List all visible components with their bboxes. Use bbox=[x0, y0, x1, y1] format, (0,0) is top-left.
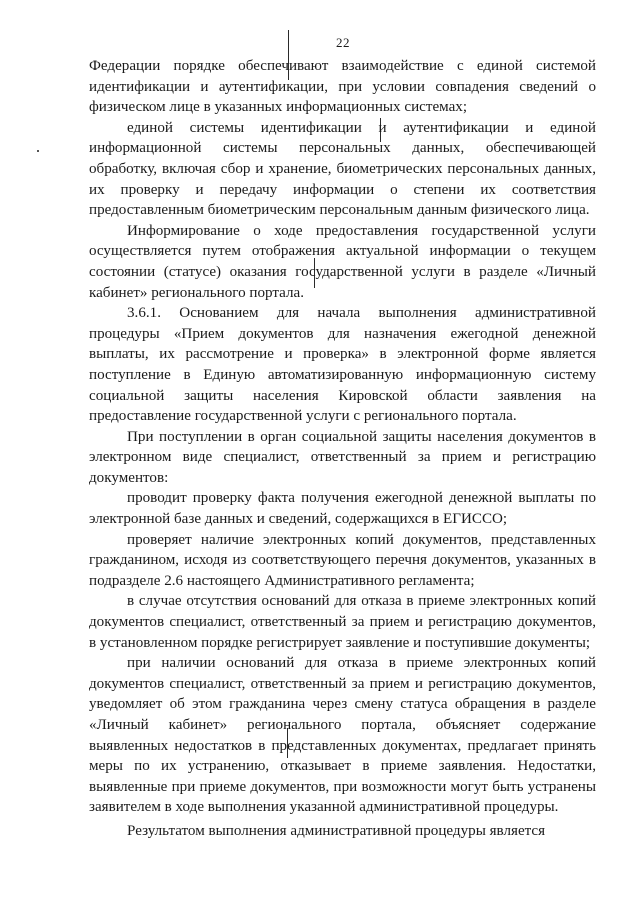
paragraph: в случае отсутствия оснований для отказа в приеме электронных копий документов специалист, ответственный за прием и регистрацию документов, в установленном порядке регистрирует заявление и поступившие документы; bbox=[89, 593, 596, 651]
paragraph: при наличии оснований для отказа в приеме электронных копий документов специалист, ответственный за прием и регистрацию документов, уведомляет об этом гражданина через смену статуса обращения в разделе «Личный кабинет» регионального портала, объясняет содержание выявленных недостатков в представленных документах, предлагает принять меры по их устранению, отказывает в приеме заявления. Недостатки, выявленные при приеме документов, при возможности могут быть устранены заявителем в ходе выполнения указанной административной процедуры. bbox=[89, 655, 596, 816]
paragraph: 3.6.1. Основанием для начала выполнения административной процедуры «Прием документов для назначения ежегодной денежной выплаты, их рассмотрение и проверка» в электронной форме является поступление в Единую автоматизированную информационную систему социальной защиты населения Кировской области заявления на предоставление государственной услуги с регионального портала. bbox=[89, 305, 596, 425]
paragraph: проверяет наличие электронных копий документов, представленных гражданином, исходя из соответствующего перечня документов, указанных в подразделе 2.6 настоящего Административного регламента; bbox=[89, 531, 596, 589]
page-number: 22 bbox=[336, 35, 350, 50]
paragraph: Результатом выполнения административной процедуры является bbox=[127, 822, 546, 839]
paragraph: проводит проверку факта получения ежегодной денежной выплаты по электронной базе данных и сведений, содержащихся в ЕГИССО; bbox=[89, 490, 596, 528]
scan-artifact-dot bbox=[37, 150, 39, 152]
paragraph: Федерации порядке обеспечивают взаимодействие с единой системой идентификации и аутентификации, при условии совпадения сведений о физическом лице в указанных информационных системах; bbox=[89, 58, 596, 116]
document-body bbox=[89, 56, 596, 842]
paragraph: единой системы идентификации и аутентификации и единой информационной системы персональных данных, обеспечивающей обработку, включая сбор и хранение, биометрических персональных данных, их проверку и передачу информации о степени их соответствия предоставленным биометрическим персональным данным физического лица. bbox=[89, 119, 596, 219]
paragraph: При поступлении в орган социальной защиты населения документов в электронном виде специалист, ответственный за прием и регистрацию документов: bbox=[89, 428, 596, 486]
paragraph: Информирование о ходе предоставления государственной услуги осуществляется путем отображения актуальной информации о текущем состоянии (статусе) оказания государственной услуги в разделе «Личный кабинет» регионального портала. bbox=[89, 222, 596, 301]
